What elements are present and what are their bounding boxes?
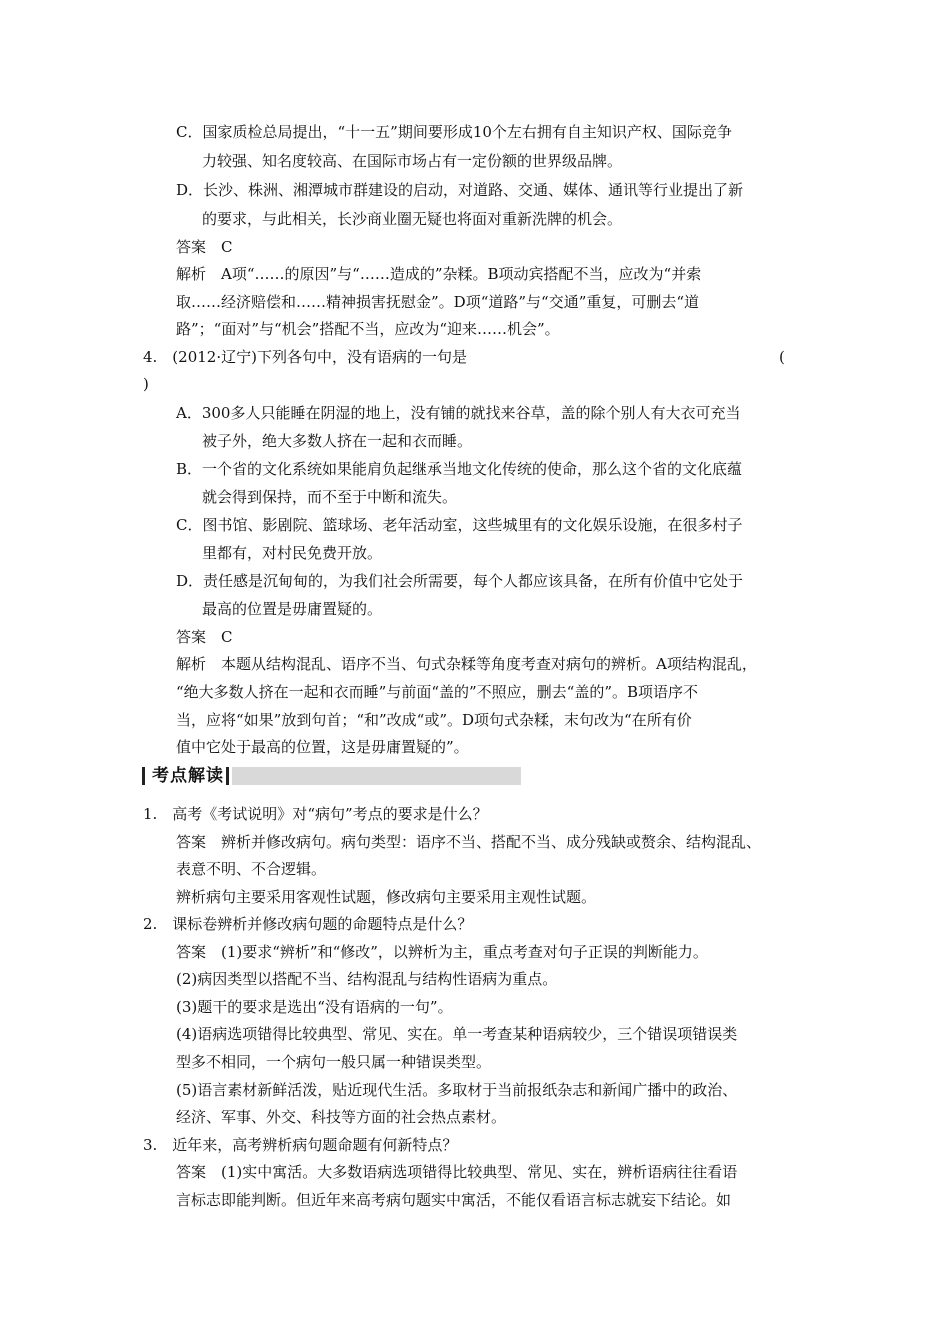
point-1-answer-line-3: 辨析病句主要采用客观性试题，修改病句主要采用主观性试题。 <box>176 888 597 906</box>
point-3-answer-line-1: 答案 (1)实中寓活。大多数语病选项错得比较典型、常见、实在，辨析语病往往看语 <box>176 1163 738 1181</box>
question-4-stem: 4. (2012·辽宁)下列各句中，没有语病的一句是 <box>143 348 467 366</box>
analysis-q4-line-1: 解析 本题从结构混乱、语序不当、句式杂糅等角度考查对病句的辨析。A项结构混乱， <box>176 655 757 673</box>
answer-paren-open: ( <box>779 348 785 366</box>
analysis-q3-line-3: 路”；“面对”与“机会”搭配不当，应改为“迎来……机会”。 <box>176 320 560 338</box>
option-d2-line-1: D．责任感是沉甸甸的，为我们社会所需要，每个人都应该具备，在所有价值中它处于 <box>176 572 744 590</box>
analysis-q3-line-2: 取……经济赔偿和……精神损害抚慰金”。D项“道路”与“交通”重复，可删去“道 <box>176 293 700 311</box>
option-c2-line-2: 里都有，对村民免费开放。 <box>202 544 383 562</box>
point-2-question: 2. 课标卷辨析并修改病句题的命题特点是什么？ <box>143 915 473 933</box>
option-a-line-1: A．300多人只能睡在阴湿的地上，没有铺的就找来谷草，盖的除个别人有大衣可充当 <box>176 404 741 422</box>
option-d-line-2: 的要求，与此相关，长沙商业圈无疑也将面对重新洗牌的机会。 <box>202 210 623 228</box>
point-2-answer-4-line-1: (4)语病选项错得比较典型、常见、实在。单一考查某种语病较少，三个错误项错误类 <box>176 1025 738 1043</box>
point-1-answer-line-2: 表意不明、不合逻辑。 <box>176 860 327 878</box>
section-title: 考点解读 <box>152 766 224 786</box>
section-header-background <box>232 767 521 785</box>
point-2-answer-4-line-2: 型多不相同，一个病句一般只属一种错误类型。 <box>176 1053 492 1071</box>
answer-paren-close: ) <box>143 375 149 393</box>
option-d-line-1: D．长沙、株洲、湘潭城市群建设的启动，对道路、交通、媒体、通讯等行业提出了新 <box>176 181 744 199</box>
section-header <box>140 764 520 788</box>
option-a-line-2: 被子外，绝大多数人挤在一起和衣而睡。 <box>202 432 473 450</box>
option-b-line-1: B．一个省的文化系统如果能肩负起继承当地文化传统的使命，那么这个省的文化底蕴 <box>176 460 743 478</box>
section-header-right-rule <box>226 767 229 785</box>
section-header-left-rule <box>142 767 145 785</box>
analysis-q3-line-1: 解析 A项“……的原因”与“……造成的”杂糅。B项动宾搭配不当，应改为“并索 <box>176 265 702 283</box>
option-b-line-2: 就会得到保持，而不至于中断和流失。 <box>202 488 458 506</box>
point-3-answer-line-2: 言标志即能判断。但近年来高考病句题实中寓活，不能仅看语言标志就妄下结论。如 <box>176 1191 732 1209</box>
answer-q4: 答案 C <box>176 628 233 646</box>
point-1-answer-line-1: 答案 辨析并修改病句。病句类型：语序不当、搭配不当、成分残缺或赘余、结构混乱、 <box>176 833 762 851</box>
answer-q3: 答案 C <box>176 238 233 256</box>
point-2-answer-5-line-1: (5)语言素材新鲜活泼，贴近现代生活。多取材于当前报纸杂志和新闻广播中的政治、 <box>176 1081 738 1099</box>
point-1-question: 1. 高考《考试说明》对“病句”考点的要求是什么？ <box>143 805 488 823</box>
point-2-answer-3: (3)题干的要求是选出“没有语病的一句”。 <box>176 998 453 1016</box>
analysis-q4-line-4: 值中它处于最高的位置，这是毋庸置疑的”。 <box>176 738 469 756</box>
option-c2-line-1: C．图书馆、影剧院、篮球场、老年活动室，这些城里有的文化娱乐设施，在很多村子 <box>176 516 743 534</box>
option-c-line-1: C．国家质检总局提出，“十一五”期间要形成10个左右拥有自主知识产权、国际竞争 <box>176 123 732 141</box>
point-3-question: 3. 近年来，高考辨析病句题命题有何新特点？ <box>143 1136 458 1154</box>
point-2-answer-1: 答案 (1)要求“辨析”和“修改”，以辨析为主，重点考查对句子正误的判断能力。 <box>176 943 708 961</box>
analysis-q4-line-2: “绝大多数人挤在一起和衣而睡”与前面“盖的”不照应，删去“盖的”。B项语序不 <box>176 683 699 701</box>
point-2-answer-5-line-2: 经济、军事、外交、科技等方面的社会热点素材。 <box>176 1108 507 1126</box>
point-2-answer-2: (2)病因类型以搭配不当、结构混乱与结构性语病为重点。 <box>176 970 558 988</box>
option-c-line-2: 力较强、知名度较高、在国际市场占有一定份额的世界级品牌。 <box>202 152 623 170</box>
analysis-q4-line-3: 当，应将“如果”放到句首；“和”改成“或”。D项句式杂糅，末句改为“在所有价 <box>176 711 692 729</box>
option-d2-line-2: 最高的位置是毋庸置疑的。 <box>202 600 383 618</box>
